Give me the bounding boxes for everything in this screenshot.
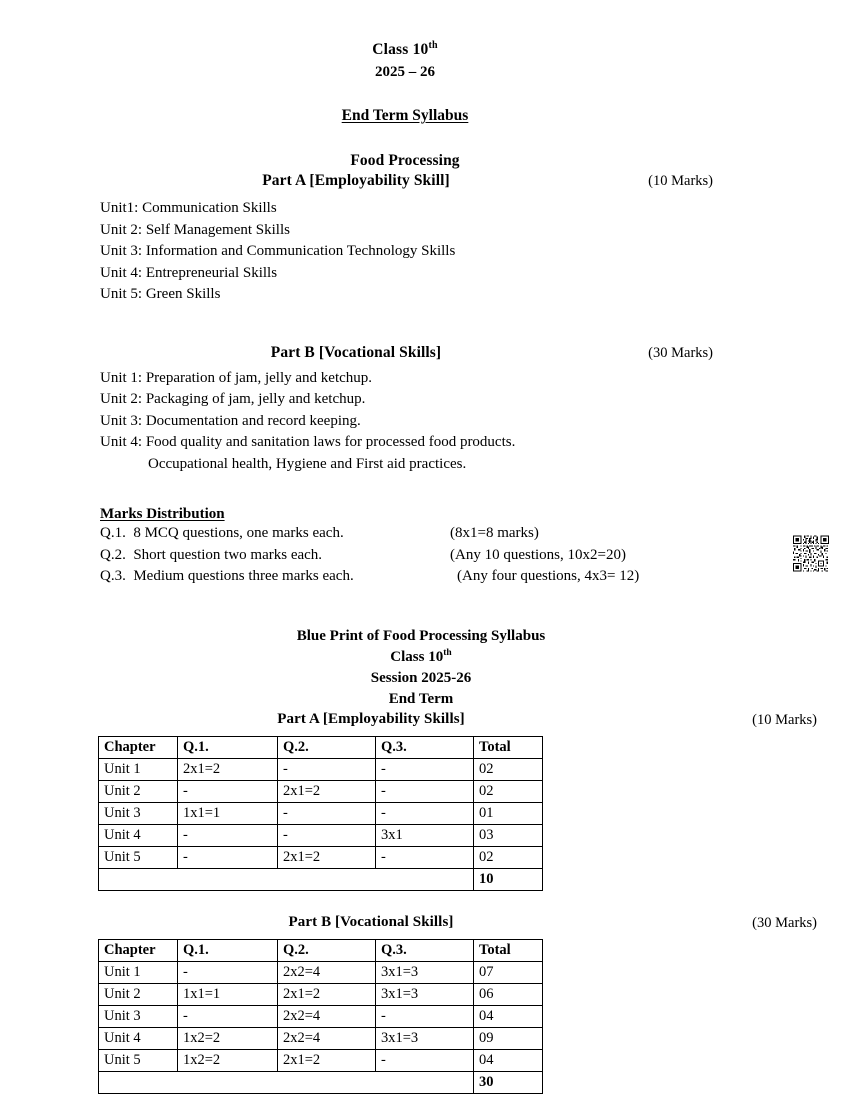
document-title [100,107,710,125]
table-a-heading-row [0,711,850,733]
part-a-unit-list [100,198,710,306]
cell: 2x1=2 [178,759,278,781]
table-total-row [99,1072,543,1094]
column-header: Q.3. [376,940,474,962]
class-heading [100,40,710,60]
cell: 1x1=1 [178,803,278,825]
cell: - [376,759,474,781]
total-value: 30 [474,1072,543,1094]
table-row [99,781,543,803]
cell: 07 [474,962,543,984]
qr-code-icon [793,535,829,572]
blueprint-table-b [98,939,543,1094]
total-value: 10 [474,869,543,891]
list-item: Unit 4: Entrepreneurial Skills [100,264,278,281]
cell: - [178,825,278,847]
part-b-marks: (30 Marks) [648,344,713,361]
blueprint-section [0,626,850,1094]
table-a-marks: (10 Marks) [752,712,817,728]
subject-name: Food Processing [350,152,460,169]
list-item: Unit 2: Self Management Skills [100,221,290,238]
cell: Unit 1 [99,759,178,781]
total-spacer [99,1072,474,1094]
cell: Unit 3 [99,803,178,825]
table-row [99,847,543,869]
cell: Unit 2 [99,984,178,1006]
list-item: Unit1: Communication Skills [100,200,277,216]
table-b-marks: (30 Marks) [752,915,817,931]
table-row [99,1050,543,1072]
list-item: Unit 5: Green Skills [100,286,221,302]
column-header: Q.2. [278,737,376,759]
table-row [99,962,543,984]
cell: Unit 4 [99,825,178,847]
list-item: Unit 1: Preparation of jam, jelly and ketchup. [100,369,373,386]
marks-distribution-heading [100,506,710,523]
part-b-heading-row [100,343,713,365]
cell: - [278,759,376,781]
document-title-text: End Term Syllabus [341,107,469,124]
list-item-continuation: Occupational health, Hygiene and First aid practices. [148,455,467,472]
list-item [100,523,710,545]
blueprint-class [0,647,850,668]
table-row [99,984,543,1006]
question-value: (8x1=8 marks) [450,525,539,541]
cell: Unit 2 [99,781,178,803]
blueprint-class-ordinal: th [443,648,452,658]
cell: - [376,781,474,803]
table-row [99,803,543,825]
question-label: Q.3. Medium questions three marks each. [100,568,354,584]
list-item [100,566,710,588]
cell: Unit 3 [99,1006,178,1028]
column-header: Total [474,737,543,759]
cell: 3x1=3 [376,962,474,984]
cell: 02 [474,847,543,869]
cell: 02 [474,759,543,781]
cell: Unit 1 [99,962,178,984]
question-label: Q.2. Short question two marks each. [100,546,323,563]
blueprint-table-a [98,736,543,891]
column-header: Total [474,940,543,962]
question-label: Q.1. 8 MCQ questions, one marks each. [100,525,344,541]
list-item: Unit 3: Documentation and record keeping. [100,412,361,429]
list-item: Unit 2: Packaging of jam, jelly and ketchup. [100,391,366,407]
cell: 1x2=2 [178,1050,278,1072]
cell: 2x1=2 [278,781,376,803]
cell: 1x1=1 [178,984,278,1006]
question-value: (Any 10 questions, 10x2=20) [450,546,626,563]
cell: Unit 4 [99,1028,178,1050]
cell: 2x1=2 [278,1050,376,1072]
column-header: Q.2. [278,940,376,962]
cell: 09 [474,1028,543,1050]
cell: Unit 5 [99,1050,178,1072]
column-header: Chapter [99,940,178,962]
cell: 1x2=2 [178,1028,278,1050]
cell: 3x1=3 [376,1028,474,1050]
cell: - [376,1006,474,1028]
column-header: Chapter [99,737,178,759]
class-heading-ordinal: th [428,39,438,51]
table-a-heading: Part A [Employability Skills] [277,711,465,727]
cell: 3x1 [376,825,474,847]
cell: 04 [474,1006,543,1028]
table-row [99,1028,543,1050]
document-body [100,39,713,588]
cell: Unit 5 [99,847,178,869]
part-a-heading-row [100,172,713,193]
cell: - [178,781,278,803]
list-item [100,545,710,567]
total-spacer [99,869,474,891]
column-header: Q.1. [178,940,278,962]
cell: - [178,1006,278,1028]
blueprint-term: End Term [388,691,454,707]
blueprint-title: Blue Print of Food Processing Syllabus [296,628,546,644]
cell: 2x2=4 [278,1006,376,1028]
column-header: Q.1. [178,737,278,759]
blueprint-session: Session 2025-26 [370,670,472,686]
part-a-heading: Part A [Employability Skill] [262,172,450,189]
cell: 2x1=2 [278,847,376,869]
cell: 2x2=4 [278,962,376,984]
cell: - [178,962,278,984]
cell: 04 [474,1050,543,1072]
table-total-row [99,869,543,891]
cell: - [376,803,474,825]
cell: - [178,847,278,869]
part-a-marks: (10 Marks) [648,173,713,189]
cell: - [376,1050,474,1072]
part-b-unit-list [100,368,710,476]
table-header-row [99,737,543,759]
cell: - [376,847,474,869]
list-item: Unit 3: Information and Communication Technology Skills [100,243,456,259]
cell: 06 [474,984,543,1006]
session-years: 2025 – 26 [375,64,435,80]
cell: - [278,803,376,825]
question-value: (Any four questions, 4x3= 12) [457,568,640,584]
cell: 3x1=3 [376,984,474,1006]
table-b-heading-row [0,914,850,936]
part-b-heading: Part B [Vocational Skills] [270,343,442,361]
list-item: Unit 4: Food quality and sanitation laws for processed food products. [100,434,516,450]
cell: - [278,825,376,847]
cell: 01 [474,803,543,825]
marks-distribution-heading-text: Marks Distribution [100,506,225,522]
cell: 2x1=2 [278,984,376,1006]
class-heading-text: Class 10 [372,41,429,58]
table-header-row [99,940,543,962]
marks-distribution-list [100,523,710,588]
table-gap [0,891,850,913]
table-row [99,1006,543,1028]
table-row [99,825,543,847]
table-b-heading: Part B [Vocational Skills] [288,914,454,930]
cell: 2x2=4 [278,1028,376,1050]
column-header: Q.3. [376,737,474,759]
table-row [99,759,543,781]
cell: 03 [474,825,543,847]
cell: 02 [474,781,543,803]
blueprint-class-text: Class 10 [390,649,444,665]
